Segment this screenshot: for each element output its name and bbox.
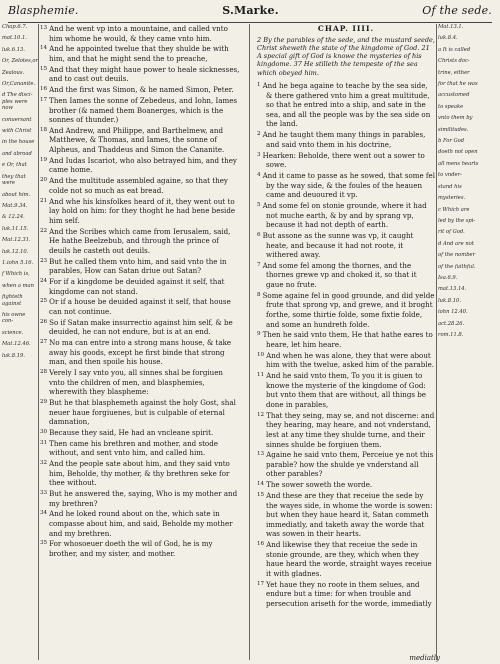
verse [40,297,240,316]
margin-note: Or, Zelotes,or [2,58,38,65]
verse-text: And that they might haue power to heale sicknesses, and to cast out deuils. [49,64,240,84]
right-column-text [257,24,435,610]
verse [40,489,240,508]
verse-number: 16 [40,86,48,93]
margin-note: and abroad [2,150,32,157]
header-rule [8,22,492,23]
verse-text: And he went vp into a mountaine, and called vnto him whome he would, & they came vnto him. [49,24,228,43]
verse [257,351,435,370]
verse-number: 21 [40,197,48,204]
verse [40,156,240,175]
margin-note: & 12.24. [2,214,25,221]
margin-note: in the house [2,139,35,146]
margin-note: d And are not [438,240,474,247]
verse-number: 34 [40,510,48,517]
verse-number: 17 [40,96,48,103]
margin-note: Mat.12.46. [2,341,31,348]
margin-note: similitudes. [438,126,469,133]
margin-note: a It is called [438,46,471,53]
verse-text: Then came his brethren and mother, and stode without, and sent vnto him, and called him. [49,438,218,458]
verse-number: 11 [257,372,265,379]
verse-text: But he answered the, saying, Who is my mother and my brethren? [49,489,238,508]
margin-note: mysteries. [438,195,466,202]
margin-note: science. [2,329,24,336]
margin-note: luk.12.10. [2,248,29,255]
verse [40,539,240,558]
verse [257,171,435,200]
verse-text: Hearken: Beholde, there went out a sower to sowe. [262,150,425,170]
verse-text: The sower soweth the worde. [266,480,373,490]
left-margin-rule [38,24,39,660]
verse [257,411,435,449]
verse-text: So if Satan make insurrectio against him self, & be deuided, he can not endure, but is at an end. [49,317,233,337]
left-column-text [40,24,240,560]
verse [40,277,240,296]
verse-text: And he taught them many things in parables, and said vnto them in his doctrine, [262,130,426,149]
verse-number: 14 [40,45,48,52]
verse-number: 26 [40,318,48,325]
margin-note: luk.11.15. [2,225,29,232]
verse-text: And whe his kinsfolkes heard of it, they went out to lay hold on him: for they thoght he had bene beside him self. [49,196,236,225]
verse [40,85,240,95]
margin-note: rit of God. [438,229,465,236]
margin-note: about him. [2,191,31,198]
left-margin-notes [2,24,38,364]
margin-note: trine, either [438,69,470,76]
margin-note: when a man [2,282,34,289]
margin-note: luk.8.19. [2,352,25,359]
right-verses [257,81,435,608]
verse-number: 9 [257,331,261,338]
verse-number: 7 [257,261,261,268]
margin-note: stand his [438,183,462,190]
margin-note: Chap.6.7. [2,24,28,30]
margin-note: mat.13.14. [438,286,467,293]
margin-note: Isa.6.9. [438,274,458,281]
verse [257,231,435,260]
verse-text: Then Iames the sonne of Zebedeus, and Iohn, Iames brother (& named them Boanerges, which is the sonnes of thunder.) [49,95,238,125]
verse-text: But assone as the sunne was vp, it caught heate, and because it had not roote, it withered away. [262,230,414,260]
verse [40,227,240,256]
verse [257,130,435,149]
verse-number: 10 [257,351,265,358]
chapter-argument: 2 By the parables of the sede, and the mustard seede, Christ sheweth the state of the kingdome of God. 21 A special gift of God is knowe the mysteries of his kingdome. 37 He stilleth the tempeste of the sea which obeyed him. [257,35,435,77]
verse-number: 16 [257,541,265,548]
margin-note: Mat.13.1. [438,24,464,30]
margin-note: they that were [2,173,26,187]
verse-number: 15 [257,492,265,499]
margin-note: b For God [438,138,465,145]
margin-note: iohn 12.40. [438,309,468,316]
verse-number: 32 [40,460,48,467]
verse [40,197,240,226]
margin-note: led by the spi- [438,217,476,224]
verse-text: And he loked round about on the, which sate in compasse about him, and said, Beholde my mother and my brethren. [49,509,233,538]
verse-number: 15 [40,65,48,72]
verse-text: And the multitude assembled againe, so that they colde not so much as eat bread. [49,176,228,195]
verse [40,24,240,43]
margin-note: Zealous. [2,69,25,76]
margin-note: f Which is, [2,271,30,278]
verse [40,338,240,367]
margin-note: Christs doc- [438,58,470,65]
margin-note: to speake [438,103,464,110]
verse [40,176,240,195]
verse-text: And he said vnto them, To you it is giuen to knowe the mysterie of the kingdome of God: but vnto them that are without, all things be done in parables, [266,371,427,409]
margin-note: act.28.26. [438,320,465,327]
verse-text: And when he was alone, they that were about him with the twelue, asked him of the parable. [266,350,435,370]
verse-number: 1 [257,82,261,89]
verse-text: And some fel on stonie grounde, where it had not muche earth, & by and by sprang vp, because it had not depth of earth. [262,200,427,230]
margin-note: with Christ [2,128,32,135]
verse [40,318,240,337]
verse-number: 23 [40,257,48,264]
verse-number: 4 [257,171,261,178]
verse-text: And he bega againe to teache by the sea side, & there gathered vnto him a great multitude, so that he entred into a ship, and sate in the sea, and all the people was by the sea side on the land. [262,81,431,129]
verse [40,428,240,438]
verse-number: 19 [40,156,48,163]
verse-number: 2 [257,131,261,138]
verse-text: No ma can entre into a strong mans house, & take away his goods, except he first binde that strong man, and then spoile his house. [49,338,232,367]
verse-number: 22 [40,227,48,234]
verse-text: Againe he said vnto them, Perceiue ye not this parable? how the shulde ye vnderstand all other parables? [266,450,434,479]
verse [40,459,240,488]
margin-note: of the faithful. [438,263,476,270]
verse-number: 27 [40,339,48,346]
margin-note: Mat.9.34. [2,202,28,209]
verse-text: For whosoeuer doeth the wil of God, he is my brother, and my sister, and mother. [49,539,213,558]
verse-number: 5 [257,201,261,208]
right-margin-rule [436,24,437,660]
verse-text: And these are they that receiue the sede by the wayes side, in whome the worde is sowen: but when they haue heard it, Satan commeth immediatly, and taketh away the worde that was sowen in their hearts. [266,491,433,539]
margin-note: Or,Cananite. [2,81,36,88]
verse-text: Some againe fel in good grounde, and did yelde frute that sprong vp, and grewe, and it broght forthe, some thirtie folde, some fixtie folde, and some an hundreth folde. [262,290,435,329]
verse-number: 3 [257,151,261,158]
verse [40,398,240,427]
margin-note: accustomed [438,92,470,99]
running-header [8,4,492,22]
verse-text: And the Scribes which came from Ierusalem, said, He hathe Beelzebub, and through the prince of deuils he casteth out deuils. [49,226,231,255]
verse-number: 31 [40,439,48,446]
verse [40,65,240,84]
header-left: Blasphemie. [8,4,79,17]
verse-text: And Andrew, and Philippe, and Barthelmew, and Matthewe, & Thomas, and Iames, the sonne of Alpheus, and Thaddeus and Simon the Cananite. [49,125,225,155]
verse-text: And likewise they that receiue the sede in stonie grounde, are they, which when they haue heard the worde, straight wayes receiue it with gladnes. [266,540,432,578]
verse-text: And some fel among the thornes, and the thornes grewe vp and choked it, so that it gaue no frute. [262,260,417,290]
margin-note: all mens hearts [438,160,479,167]
verse-text: And the people sate about him, and they said vnto him, Beholde, thy mother, & thy brethren seke for thee without. [49,459,230,488]
margin-note: his owne con- [2,311,26,325]
verse [257,291,435,329]
verse [40,439,240,458]
margin-note: to vnder- [438,172,462,179]
margin-note: d The disci-ples were now [2,92,33,112]
verse-number: 29 [40,398,48,405]
verse [40,509,240,538]
verse-text: Yet haue they no roote in them selues, and endure but a time: for when trouble and persecution ariseth for the worde, immediatly [266,579,432,608]
verse-number: 28 [40,369,48,375]
verse [257,371,435,409]
verse [257,330,435,349]
verse-text: And Iudas Iscariot, who also betrayed him, and they came home. [49,155,237,175]
verse-number: 24 [40,277,48,284]
margin-note: fighteth against [2,294,23,307]
verse-text: And it came to passe as he sowed, that some fel by the way side, & the foules of the heauen came and deuoured it vp. [262,170,436,200]
margin-note: 1.iohn 5.16. [2,259,34,266]
header-center: S.Marke. [222,4,279,17]
margin-note: mat.10.1. [2,35,27,42]
verse-text: And he appointed twelue that they shulde be with him, and that he might send the to preache, [49,44,229,63]
verse [257,81,435,129]
verse [257,201,435,230]
verse-number: 8 [257,291,261,298]
verse-number: 17 [257,580,265,587]
margin-note: luk.8.4. [438,35,458,42]
verse-text: Or if a house be deuided against it self, that house can not continue. [49,297,231,316]
center-rule [249,24,250,660]
margin-note: c Which are [438,206,470,213]
verse-number: 14 [257,481,265,488]
verse [257,151,435,170]
verse [40,257,240,276]
verse [40,44,240,63]
margin-note: conuersant [2,116,32,123]
verse-text: And the first was Simon, & he named Simon, Peter. [49,85,234,95]
verse [257,261,435,290]
margin-note: for that he was [438,81,478,88]
margin-note: vnto them by [438,115,473,122]
margin-note: e Or, that [2,162,27,169]
header-right: Of the sede. [422,4,492,17]
verse-number: 33 [40,490,48,497]
verse-text: But he that blasphemeth against the holy Gost, shal neuer haue forgiuenes, but is culpable of eternal damnation, [49,397,236,427]
verse-text: For if a kingdome be deuided against it self, that kingdome can not stand. [49,276,225,296]
verse-text: That they seing, may se, and not discerne: and they hearing, may heare, and not vnderstand, lest at any time they shulde turne, and their sinnes shulde be forgiuen them. [266,410,435,449]
chapter-heading: CHAP. IIII. [317,24,375,33]
verse-number: 12 [257,411,265,418]
verse-text: Because they said, He had an vncleane spirit. [49,427,214,437]
right-margin-notes [438,24,498,343]
verse [257,540,435,578]
verse-text: But he called them vnto him, and said vnto the in parables, How can Satan driue out Satan? [49,256,227,276]
verse [257,491,435,539]
verse-number: 35 [40,540,48,547]
verse-number: 18 [40,126,48,133]
margin-note: rom.11.8. [438,331,464,338]
verse-number: 6 [257,231,261,238]
verse-number: 13 [257,451,265,458]
verse [257,450,435,479]
verse-number: 30 [40,428,48,435]
verse-number: 13 [40,25,48,31]
margin-note: Mat.12.31. [2,237,31,244]
verse-number: 20 [40,177,48,184]
verse-number: 25 [40,298,48,305]
verse [257,480,435,490]
verse-text: Then he said vnto them, He that hathe eares to heare, let him heare. [262,330,433,350]
verse-text: Verely I say vnto you, all sinnes shal be forgiuen vnto the children of men, and blasphemies, wherewith they blaspheme: [49,368,223,397]
margin-note: luk.8.10. [438,297,461,304]
margin-note: doeth not open [438,149,478,156]
verse [40,368,240,397]
verse [40,126,240,155]
margin-note: luk.6.13. [2,46,25,53]
margin-note: of the nomber [438,252,476,259]
verse [257,580,435,609]
catchword: mediatly [409,654,440,662]
verse [40,96,240,125]
